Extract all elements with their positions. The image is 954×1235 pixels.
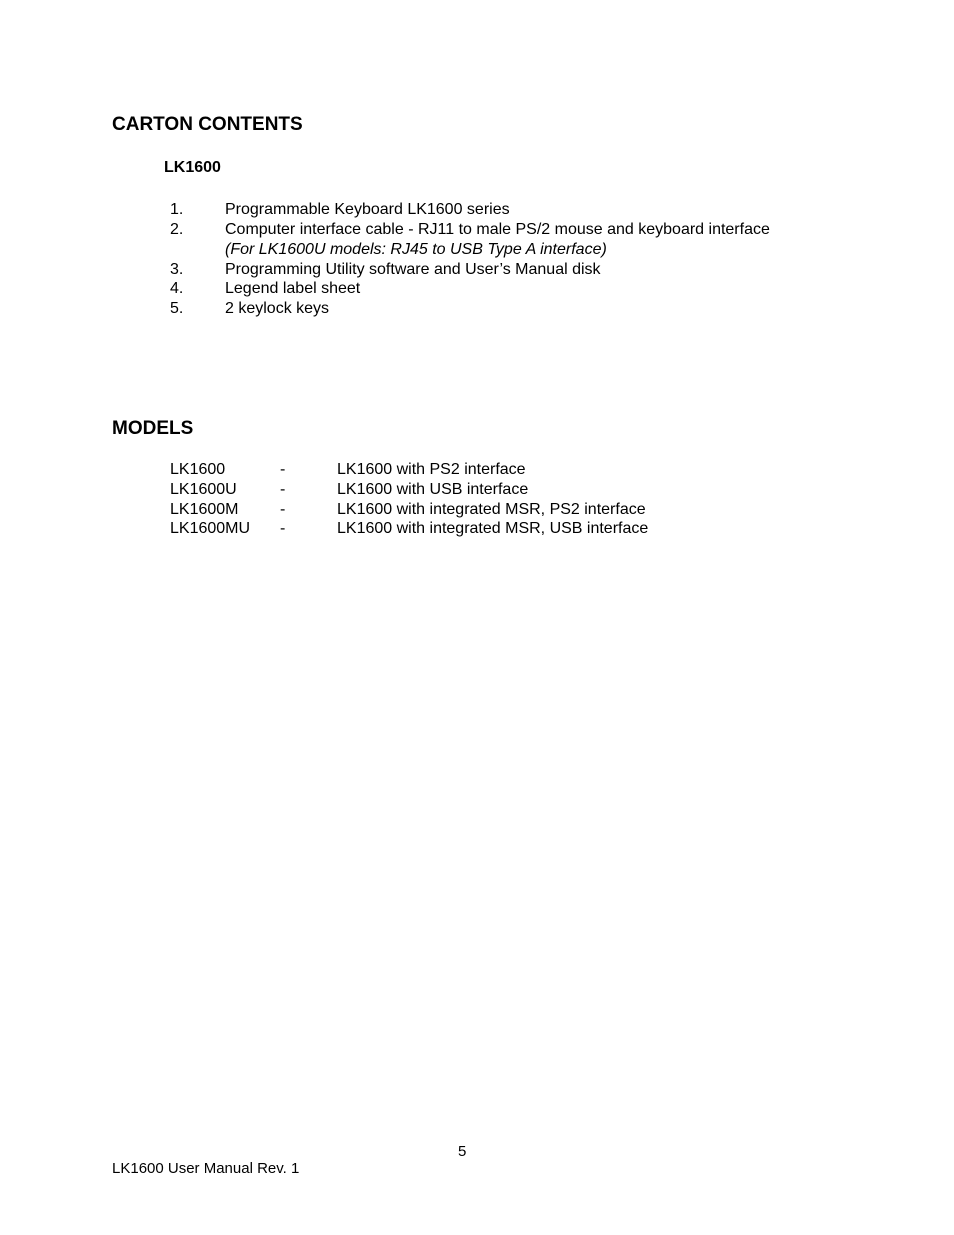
model-dash: - [280, 481, 286, 498]
model-name: LK1600 [170, 461, 226, 478]
model-dash: - [280, 501, 286, 518]
model-description: LK1600 with PS2 interface [337, 461, 526, 478]
list-item-number: 4. [170, 280, 184, 297]
model-description: LK1600 with USB interface [337, 481, 529, 498]
list-item-text: Programming Utility software and User’s Manual disk [225, 261, 601, 278]
model-dash: - [280, 520, 286, 537]
model-description: LK1600 with integrated MSR, USB interface [337, 520, 649, 537]
list-item-note: (For LK1600U models: RJ45 to USB Type A interface) [225, 241, 607, 258]
list-item-text: Programmable Keyboard LK1600 series [225, 201, 510, 218]
list-item-text: Legend label sheet [225, 280, 361, 297]
model-description: LK1600 with integrated MSR, PS2 interface [337, 501, 646, 518]
list-item-number: 3. [170, 261, 184, 278]
list-item-number: 2. [170, 221, 184, 238]
list-item-number: 1. [170, 201, 184, 218]
page-number: 5 [458, 1143, 467, 1160]
section-heading-models: MODELS [112, 418, 194, 439]
model-name: LK1600MU [170, 520, 251, 537]
section-heading-carton-contents: CARTON CONTENTS [112, 114, 303, 135]
list-item-number: 5. [170, 300, 184, 317]
model-name: LK1600M [170, 501, 239, 518]
subheading-lk1600: LK1600 [164, 159, 221, 176]
footer-document-title: LK1600 User Manual Rev. 1 [112, 1160, 300, 1177]
list-item-text: 2 keylock keys [225, 300, 330, 317]
model-name: LK1600U [170, 481, 237, 498]
model-dash: - [280, 461, 286, 478]
list-item-text: Computer interface cable - RJ11 to male PS/2 mouse and keyboard interface [225, 221, 770, 238]
